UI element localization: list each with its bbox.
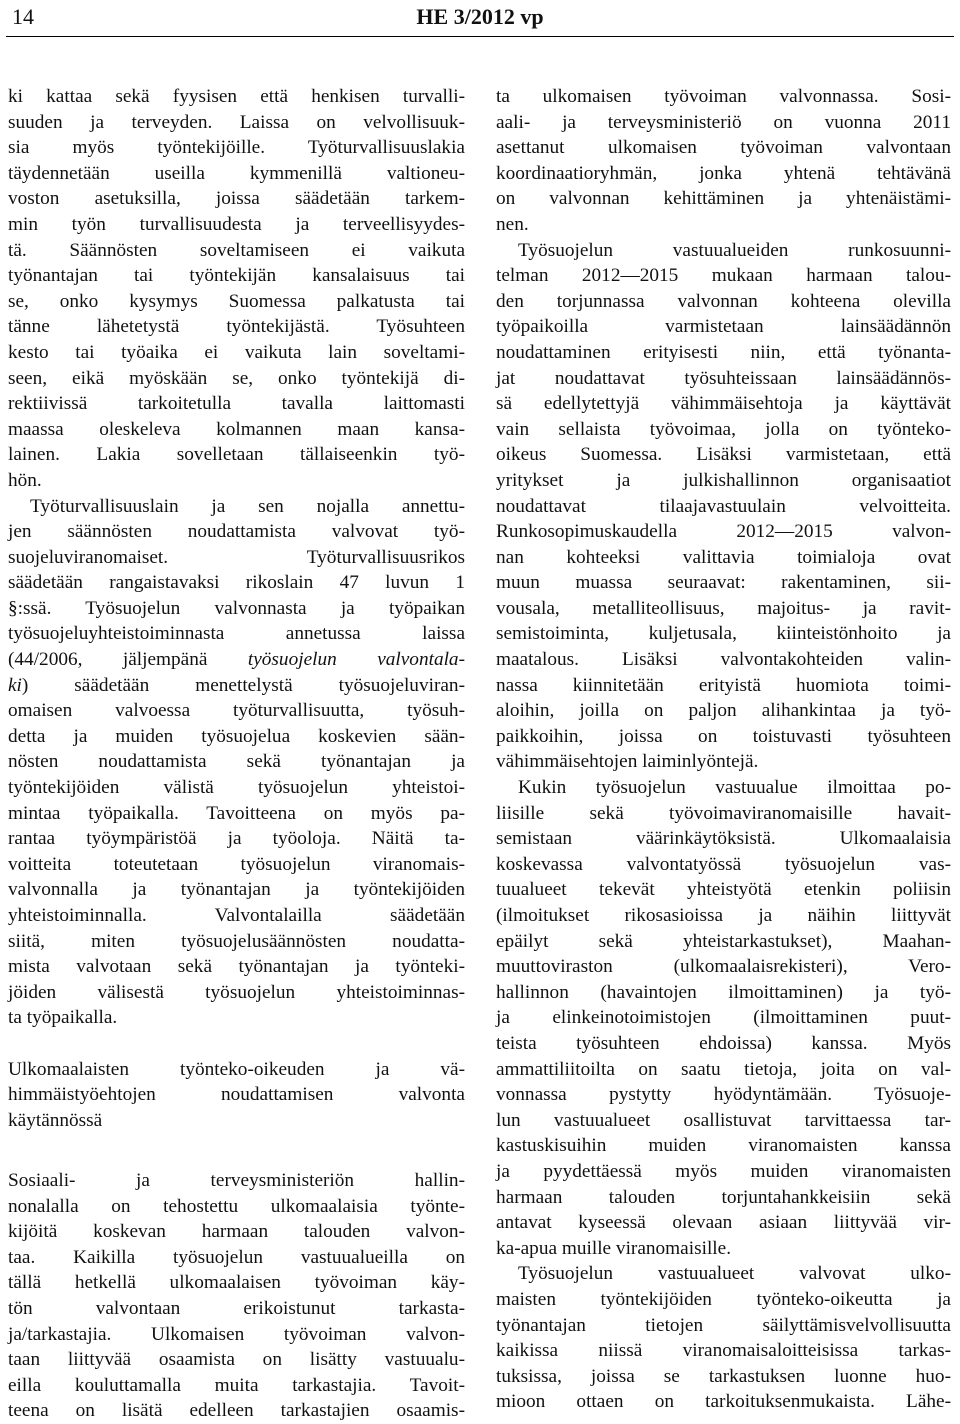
text-line: noudattaminen erityisesti niin, että työnanta- bbox=[496, 341, 951, 363]
text-line: työpaikoilla varmistetaan lainsäädännön bbox=[496, 316, 951, 338]
right-column bbox=[496, 84, 951, 1415]
text-line: Sosiaali- ja terveysministeriön hallin- bbox=[8, 1169, 465, 1191]
text-line: aali- ja terveysministeriö on vuonna 2011 bbox=[496, 111, 951, 133]
text-line: työntekijöiden välistä työsuojelun yhteistoi- bbox=[8, 777, 465, 799]
text-line: nen. bbox=[496, 213, 529, 235]
text-line: semistaan väärinkäytöksistä. Ulkomaalaisia bbox=[496, 828, 951, 850]
header-divider bbox=[6, 36, 954, 37]
text-line: rantaa työympäristöä ja työoloja. Näitä ta- bbox=[8, 828, 465, 850]
text-line: jat noudattavat työsuhteissaan lainsäädännös- bbox=[496, 367, 951, 389]
text-line: täydennetään useilla kymmenillä valtioneu- bbox=[8, 162, 465, 184]
text-fragment: ) säädetään menettelystä työsuojeluviran- bbox=[21, 674, 465, 696]
section-heading-line: käytännössä bbox=[8, 1109, 103, 1131]
text-line: kastuskisuihin muiden viranomaisten kanssa bbox=[496, 1135, 951, 1157]
text-line: teena on lisätä edelleen tarkastajien osaamis- bbox=[8, 1400, 465, 1422]
text-line: lun vastuualueet osallistuvat tarvittaessa tar- bbox=[496, 1109, 951, 1131]
text-line: Työsuojelun vastuualueiden runkosuunni- bbox=[518, 239, 951, 261]
text-line: muuttoviraston (ulkomaalaisrekisteri), Vero- bbox=[496, 956, 951, 978]
text-line: maatalous. Lisäksi valvontakohteiden valin- bbox=[496, 649, 951, 671]
text-line: ta ulkomaisen työvoiman valvonnassa. Sosi- bbox=[496, 86, 951, 107]
text-line: säädetään rangaistavaksi rikoslain 47 luvun 1 bbox=[8, 572, 465, 594]
text-line: noudattavat tilaajavastuulain velvoitteita. bbox=[496, 495, 951, 517]
text-line: harmaan talouden torjuntahankkeisiin sekä bbox=[496, 1186, 951, 1208]
text-line: taa. Kaikilla työsuojelun vastuualueilla on bbox=[8, 1246, 465, 1268]
text-line: sia myös työntekijöille. Työturvallisuuslakia bbox=[8, 137, 465, 159]
text-line: jen säännösten noudattamista valvovat työ- bbox=[8, 521, 465, 543]
text-line: (ilmoitukset rikosasioissa ja näihin liittyvät bbox=[496, 905, 951, 926]
text-line: sä edellytettyjä vähimmäisehtoja ja käyttävät bbox=[496, 393, 951, 415]
text-line: ki kattaa sekä fyysisen että henkisen turvalli- bbox=[8, 86, 465, 107]
text-line: yhteistoiminnalla. Valvontalailla säädetään bbox=[8, 905, 465, 926]
text-line: kijöitä koskevan harmaan talouden valvon- bbox=[8, 1221, 465, 1243]
text-line: rektiivissä tarkoitetulla tavalla laittomasti bbox=[8, 393, 465, 415]
text-line: asettanut ulkomaisen työvoiman valvontaan bbox=[496, 137, 951, 159]
text-line: tön valvontaan erikoistunut tarkasta- bbox=[8, 1297, 465, 1319]
text-line: hallinnon (havaintojen ilmoittaminen) ja työ- bbox=[496, 981, 951, 1003]
text-line: detta ja muiden työsuojelua koskevien sään- bbox=[8, 725, 465, 747]
text-line: maassa oleskeleva kolmannen maan kansa- bbox=[8, 418, 465, 440]
text-line: valvonnalla ja työnantajan ja työntekijöiden bbox=[8, 879, 465, 901]
text-line: aloihin, joilla on paljon alihankintaa ja työ- bbox=[496, 700, 951, 722]
text-line: koskevassa valvontatyössä työsuojelun vas- bbox=[496, 853, 951, 875]
text-line: ja elinkeinotoimistojen (ilmoittaminen puut- bbox=[496, 1007, 951, 1029]
page-number: 14 bbox=[12, 4, 34, 29]
text-line: siitä, miten työsuojelusäännösten noudatta- bbox=[8, 930, 465, 952]
text-line: tuksissa, joissa se tarkastuksen luonne huo- bbox=[496, 1365, 951, 1387]
italic-term: ki bbox=[8, 674, 22, 696]
text-line: voston asetuksilla, joissa säädetään tarkem- bbox=[8, 188, 465, 210]
text-line: suojeluviranomaiset. Työturvallisuusrikos bbox=[8, 546, 465, 568]
text-line: ja pyydettäessä myös muiden viranomaisten bbox=[496, 1160, 951, 1182]
text-line: on valvonnan kehittäminen ja yhtenäistämi- bbox=[496, 188, 951, 210]
text-line: vousala, metalliteollisuus, majoitus- ja ravit- bbox=[496, 597, 951, 619]
text-line: hön. bbox=[8, 469, 42, 491]
text-line: tänne lähetetystä työntekijästä. Työsuhteen bbox=[8, 316, 465, 338]
text-line: semistoiminta, kuljetusala, kiinteistönhoito ja bbox=[496, 623, 951, 645]
text-line: Työsuojelun vastuualueet valvovat ulko- bbox=[518, 1263, 951, 1285]
text-line: mintaa työpaikalla. Tavoitteena on myös pa- bbox=[8, 802, 465, 824]
text-line: taan liittyvää osaamista on lisätty vastuualu- bbox=[8, 1349, 465, 1371]
text-line: ja/tarkastajia. Ulkomaisen työvoiman valvon- bbox=[8, 1323, 465, 1345]
text-line: nassa kiinnitetään erityistä huomiota toimi- bbox=[496, 674, 951, 696]
text-line: ta työpaikalla. bbox=[8, 1007, 118, 1029]
text-fragment: (44/2006, jäljempänä bbox=[8, 649, 248, 671]
text-line: kesto tai työaika ei vaikuta lain soveltami- bbox=[8, 341, 465, 363]
text-line: koordinaatioryhmän, jonka yhtenä tehtävänä bbox=[496, 162, 951, 184]
text-line: lainen. Lakia sovelletaan tällaiseenkin työ- bbox=[8, 444, 465, 466]
text-line: työsuojeluyhteistoiminnasta annetussa laissa bbox=[8, 623, 465, 645]
text-line: jöiden välisestä työsuojelun yhteistoiminnas- bbox=[8, 981, 465, 1003]
text-line: oikeus Suomessa. Lisäksi varmistetaan, että bbox=[496, 444, 951, 466]
text-line: §:ssä. Työsuojelun valvonnasta ja työpaikan bbox=[8, 597, 465, 619]
text-line: omaisen valvoessa työturvallisuutta, työsuh- bbox=[8, 700, 465, 722]
text-line bbox=[8, 673, 465, 699]
text-line: kaikissa niissä viranomaisaloitteisissa tarkas- bbox=[496, 1340, 951, 1362]
text-line bbox=[8, 647, 465, 673]
text-line: maisten työntekijöiden työnteko-oikeutta ja bbox=[496, 1288, 951, 1310]
text-line: vonnassa pystytty hyödyntämään. Työsuoje- bbox=[496, 1084, 951, 1106]
text-line: tä. Säännösten soveltamiseen ei vaikuta bbox=[8, 239, 465, 261]
text-line: ka-apua muille viranomaisille. bbox=[496, 1237, 732, 1259]
spacer bbox=[8, 1159, 465, 1168]
text-line: eilla kouluttamalla muita tarkastajia. Tavoit- bbox=[8, 1374, 465, 1396]
text-line: se, onko kysymys Suomessa palkatusta tai bbox=[8, 290, 465, 312]
text-line: Työturvallisuuslain ja sen nojalla annettu- bbox=[30, 495, 465, 517]
text-line: Runkosopimuskaudella 2012—2015 valvon- bbox=[496, 521, 951, 543]
left-column bbox=[8, 84, 465, 1424]
text-line: den torjunnassa valvonnan kohteena olevilla bbox=[496, 290, 951, 312]
text-line: muun muassa seuraavat: rakentaminen, sii- bbox=[496, 572, 951, 594]
text-line: tällä hetkellä ulkomaalaisen työvoiman käy- bbox=[8, 1272, 465, 1294]
text-line: epäilyt sekä yhteistarkastukset), Maahan- bbox=[496, 930, 951, 952]
spacer bbox=[8, 1031, 465, 1057]
text-line: yritykset ja julkishallinnon organisaatiot bbox=[496, 469, 951, 491]
text-line: teista työsuhteen ehdoissa) kanssa. Myös bbox=[496, 1032, 951, 1054]
text-line: ammattiliitoilta on saatu tietoja, joita on val- bbox=[496, 1058, 951, 1080]
document-id: HE 3/2012 vp bbox=[416, 4, 544, 29]
text-line: tuualueet tekevät yhteistyötä etenkin poliisin bbox=[496, 879, 951, 901]
text-line: seen, eikä myöskään se, onko työntekijä di- bbox=[8, 367, 465, 389]
text-line: liisille sekä työvoimaviranomaisille havait- bbox=[496, 802, 951, 824]
text-line: mioon ottaen on tarkoituksenmukaista. Lähe- bbox=[496, 1391, 951, 1413]
text-line: nösten noudattamista sekä työnantajan ja bbox=[8, 751, 465, 773]
section-heading-line: himmäistyöehtojen noudattamisen valvonta bbox=[8, 1084, 465, 1106]
text-line: nonalalla on tehostettu ulkomaalaisia työnte- bbox=[8, 1195, 465, 1217]
text-line: voitteita toteutetaan työsuojelun viranomais- bbox=[8, 853, 465, 875]
text-line: työnantajan tietojen säilyttämisvelvollisuutta bbox=[496, 1314, 951, 1336]
text-line: Kukin työsuojelun vastuualue ilmoittaa po- bbox=[518, 777, 951, 799]
text-line: paikkoihin, joissa on toistuvasti työsuhteen bbox=[496, 725, 951, 747]
text-line: mista valvotaan sekä työnantajan ja työnteki- bbox=[8, 956, 465, 978]
text-line: vain sellaista työvoimaa, jolla on työnteko- bbox=[496, 418, 951, 440]
section-heading-line: Ulkomaalaisten työnteko-oikeuden ja vä- bbox=[8, 1058, 465, 1080]
text-line: antavat kyseessä olevaan asiaan liittyvää vir- bbox=[496, 1212, 951, 1234]
text-line: telman 2012—2015 mukaan harmaan talou- bbox=[496, 265, 951, 287]
text-line: työnantajan tai työntekijän kansalaisuus tai bbox=[8, 265, 465, 287]
text-line: min työn turvallisuudesta ja terveellisyydes- bbox=[8, 213, 465, 235]
text-line: suuden ja terveyden. Laissa on velvollisuuk- bbox=[8, 111, 465, 133]
text-line: vähimmäisehtojen laiminlyöntejä. bbox=[496, 751, 759, 773]
spacer bbox=[8, 1133, 465, 1159]
italic-term: työsuojelun valvontala- bbox=[247, 649, 465, 671]
text-line: nan kohteeksi valittavia toimialoja ovat bbox=[496, 546, 951, 568]
